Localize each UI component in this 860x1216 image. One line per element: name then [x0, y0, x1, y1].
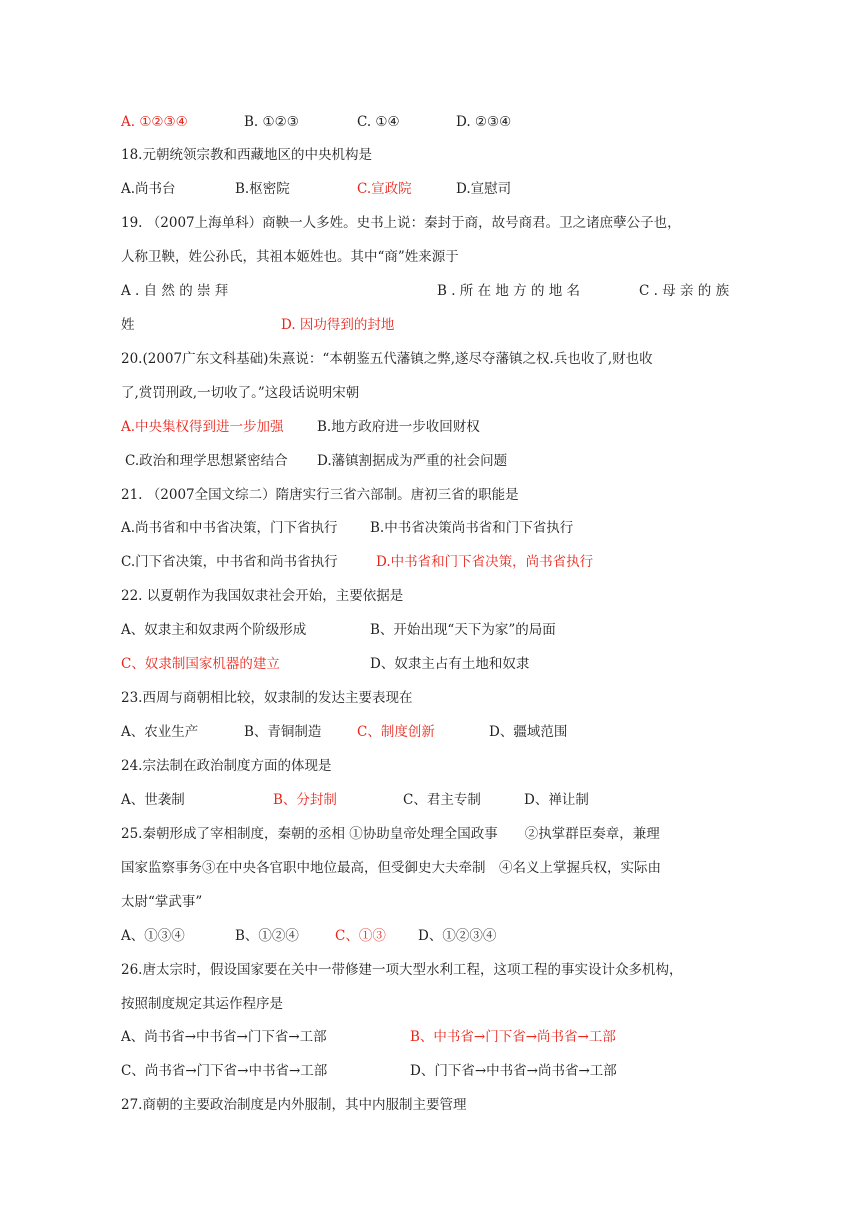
q19-option-b: B . 所 在 地 方 的 地 名 [437, 283, 581, 299]
q25-option-d: D、①②③④ [418, 928, 497, 944]
q19-option-a: A . 自 然 的 崇 拜 [121, 283, 229, 299]
q18-stem: 18.元朝统领宗教和西藏地区的中央机构是 [121, 147, 372, 163]
q25-option-c: C、①③ [335, 928, 386, 944]
q17-option-b: B. ①②③ [244, 114, 299, 130]
q23-option-b: B、青铜制造 [244, 724, 322, 740]
q20-stem-line2: 了,赏罚刑政,一切收了。”这段话说明宋朝 [121, 385, 360, 401]
q25-stem-line2: 国家监察事务③在中央各官职中地位最高，但受御史大夫牵制 ④名义上掌握兵权，实际由 [121, 860, 661, 876]
q21-option-d: D.中书省和门下省决策，尚书省执行 [376, 554, 594, 570]
q20-option-a: A.中央集权得到进一步加强 [121, 419, 284, 435]
q25-option-b: B、①②④ [235, 928, 299, 944]
q21-stem: 21. （2007全国文综二）隋唐实行三省六部制。唐初三省的职能是 [121, 487, 519, 503]
q24-option-b: B、分封制 [273, 792, 337, 808]
q18-option-c: C.宣政院 [357, 181, 412, 197]
q22-option-d: D、奴隶主占有土地和奴隶 [370, 656, 530, 672]
q20-option-b: B.地方政府进一步收回财权 [317, 419, 480, 435]
q26-option-d: D、门下省→中书省→尚书省→工部 [410, 1063, 617, 1079]
q19-option-c: C . 母 亲 的 族 [639, 283, 730, 299]
q26-option-b: B、中书省→门下省→尚书省→工部 [410, 1029, 616, 1045]
q22-option-c: C、奴隶制国家机器的建立 [121, 656, 280, 672]
q21-option-c: C.门下省决策，中书省和尚书省执行 [121, 554, 338, 570]
q26-option-a: A、尚书省→中书省→门下省→工部 [121, 1029, 327, 1045]
q19-stem-line2: 人称卫鞅，姓公孙氏，其祖本姬姓也。其中“商”姓来源于 [121, 249, 459, 265]
q19-option-c-cont: 姓 [121, 317, 135, 333]
q19-stem-line1: 19. （2007上海单科）商鞅一人多姓。史书上说：秦封于商，故号商君。卫之诸庶孽公子也， [121, 215, 681, 231]
q17-option-d: D. ②③④ [456, 114, 512, 130]
q21-option-a: A.尚书省和中书省决策，门下省执行 [121, 520, 338, 536]
q26-stem-line1: 26.唐太宗时，假设国家要在关中一带修建一项大型水利工程，这项工程的事实设计众多机构， [121, 962, 683, 978]
q24-option-d: D、禅让制 [524, 792, 589, 808]
q24-stem: 24.宗法制在政治制度方面的体现是 [121, 758, 332, 774]
q25-stem-line1: 25.秦朝形成了宰相制度，秦朝的丞相 ①协助皇帝处理全国政事 ②执掌群臣奏章，兼理 [121, 826, 660, 842]
q18-option-a: A.尚书台 [121, 181, 176, 197]
q20-stem-line1: 20.(2007广东文科基础)朱熹说：“本朝鉴五代藩镇之弊,遂尽夺藩镇之权.兵也收了,财也收 [121, 351, 653, 367]
q25-option-a: A、①③④ [121, 928, 185, 944]
q23-stem: 23.西周与商朝相比较，奴隶制的发达主要表现在 [121, 690, 413, 706]
q23-option-c: C、制度创新 [357, 724, 435, 740]
q17-option-c: C. ①④ [357, 114, 400, 130]
q25-stem-line3: 太尉“掌武事” [121, 894, 203, 910]
q18-option-b: B.枢密院 [235, 181, 290, 197]
q22-option-a: A、奴隶主和奴隶两个阶级形成 [121, 622, 307, 638]
q24-option-c: C、君主专制 [403, 792, 481, 808]
q17-option-a: A. ①②③④ [121, 114, 188, 130]
q26-option-c: C、尚书省→门下省→中书省→工部 [121, 1063, 328, 1079]
q22-stem: 22. 以夏朝作为我国奴隶社会开始，主要依据是 [121, 588, 404, 604]
q26-stem-line2: 按照制度规定其运作程序是 [121, 996, 283, 1012]
q20-option-c: C.政治和理学思想紧密结合 [125, 453, 288, 469]
q19-option-d: D. 因功得到的封地 [281, 317, 395, 333]
q24-option-a: A、世袭制 [121, 792, 185, 808]
q18-option-d: D.宣慰司 [456, 181, 512, 197]
q22-option-b: B、开始出现“天下为家”的局面 [370, 622, 556, 638]
q20-option-d: D.藩镇割据成为严重的社会问题 [317, 453, 508, 469]
q23-option-a: A、农业生产 [121, 724, 199, 740]
q27-stem: 27.商朝的主要政治制度是内外服制，其中内服制主要管理 [121, 1097, 467, 1113]
q23-option-d: D、疆域范围 [489, 724, 568, 740]
q21-option-b: B.中书省决策尚书省和门下省执行 [370, 520, 574, 536]
